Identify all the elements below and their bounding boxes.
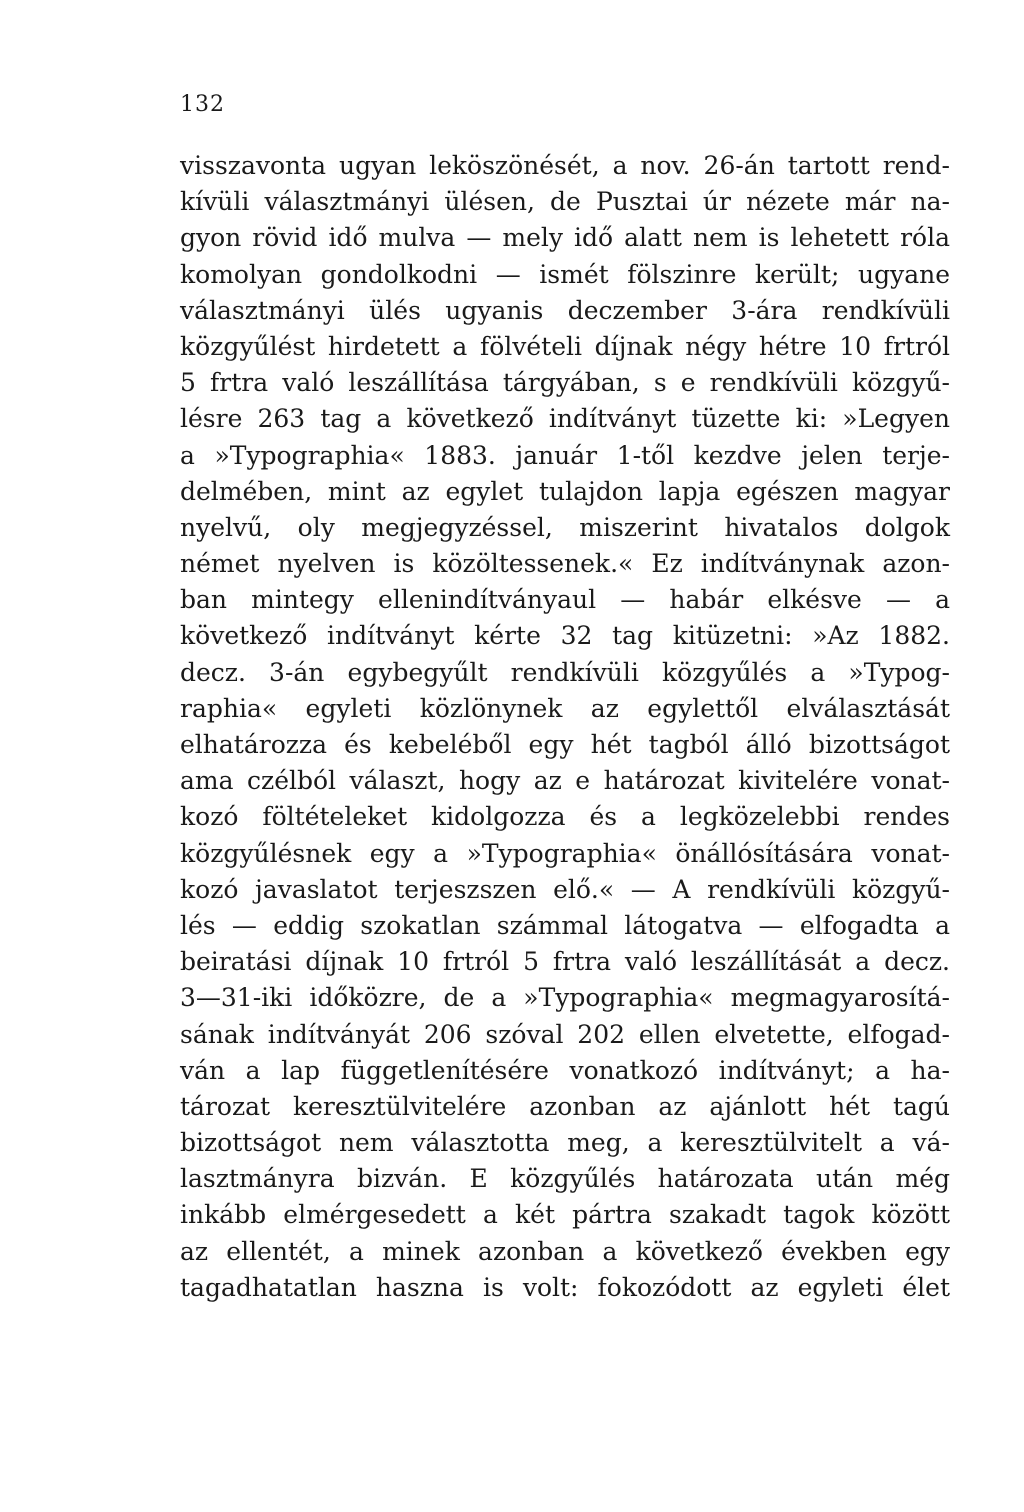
text-line: kívüli választmányi ülésen, de Pusztai úr nézete már na- (180, 187, 950, 217)
text-line: a »Typographia« 1883. január 1-től kezdve jelen terje- (180, 440, 950, 470)
text-line: decz. 3-án egybegyűlt rendkívüli közgyűlés a »Typog- (180, 657, 950, 687)
text-line: 3—31-iki időközre, de a »Typographia« megmagyarosítá- (180, 983, 950, 1013)
text-line: 5 frtra való leszállítása tárgyában, s e rendkívüli közgyű- (180, 368, 950, 398)
text-line: ban mintegy ellenindítványaul — habár elkésve — a (180, 585, 950, 615)
text-line: ama czélból választ, hogy az e határozat kivitelére vonat- (180, 766, 950, 796)
text-line: beiratási díjnak 10 frtról 5 frtra való leszállítását a decz. (180, 947, 950, 977)
text-line: visszavonta ugyan leköszönését, a nov. 26-án tartott rend- (180, 151, 950, 180)
text-line: választmányi ülés ugyanis deczember 3-ára rendkívüli (180, 295, 950, 325)
text-line: tározat keresztülvitelére azonban az ajánlott hét tagú (180, 1091, 950, 1121)
text-line: ván a lap függetlenítésére vonatkozó indítványt; a ha- (180, 1055, 950, 1085)
text-line: delmében, mint az egylet tulajdon lapja egészen magyar (180, 476, 950, 506)
page-number: 132 (180, 92, 225, 117)
text-line: német nyelven is közöltessenek.« Ez indítványnak azon- (180, 549, 950, 579)
text-line: lés — eddig szokatlan számmal látogatva — elfogadta a (180, 910, 950, 940)
text-line: kozó javaslatot terjeszszen elő.« — A rendkívüli közgyű- (180, 874, 950, 904)
text-line: gyon rövid idő mulva — mely idő alatt nem is lehetett róla (180, 223, 950, 253)
text-line: komolyan gondolkodni — ismét fölszinre került; ugyane (180, 259, 950, 289)
text-line: inkább elmérgesedett a két pártra szakadt tagok között (180, 1200, 950, 1230)
body-text (180, 148, 950, 1306)
text-line: raphia« egyleti közlönynek az egylettől elválasztását (180, 693, 950, 723)
text-line: kozó föltételeket kidolgozza és a legközelebbi rendes (180, 802, 950, 832)
text-line: tagadhatatlan haszna is volt: fokozódott az egyleti élet (180, 1272, 950, 1302)
text-line: közgyűlésnek egy a »Typographia« önállósítására vonat- (180, 838, 950, 868)
text-line: sának indítványát 206 szóval 202 ellen elvetette, elfogad- (180, 1019, 950, 1049)
text-line: elhatározza és kebeléből egy hét tagból álló bizottságot (180, 730, 950, 759)
text-line: közgyűlést hirdetett a fölvételi díjnak négy hétre 10 frtról (180, 331, 950, 361)
text-line: lésre 263 tag a következő indítványt tüzette ki: »Legyen (180, 404, 950, 434)
text-line: lasztmányra bizván. E közgyűlés határozata után még (180, 1164, 950, 1194)
text-line: az ellentét, a minek azonban a következő években egy (180, 1236, 950, 1266)
text-line: bizottságot nem választotta meg, a keresztülvitelt a vá- (180, 1128, 950, 1158)
text-line: következő indítványt kérte 32 tag kitüzetni: »Az 1882. (180, 621, 950, 651)
text-line: nyelvű, oly megjegyzéssel, miszerint hivatalos dolgok (180, 512, 950, 542)
